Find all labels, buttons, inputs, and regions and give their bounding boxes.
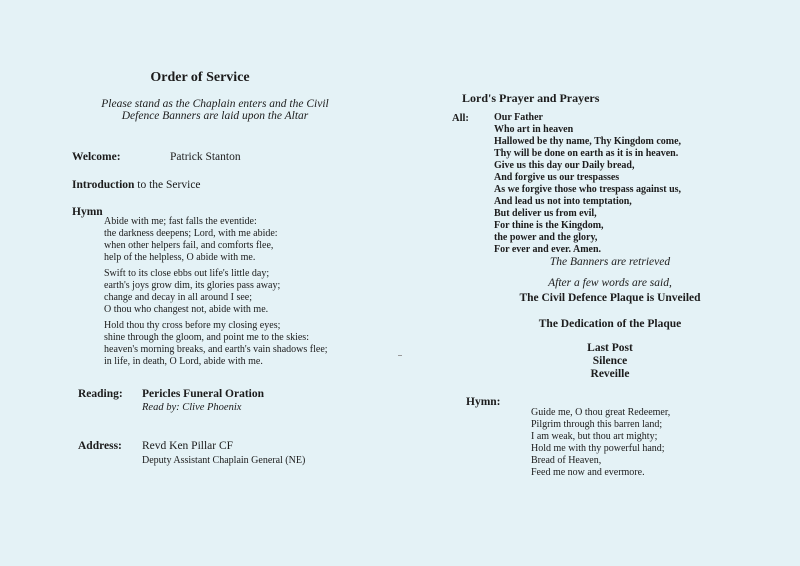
intro-line-2: Defence Banners are laid upon the Altar bbox=[121, 110, 309, 122]
prayer-line: Give us this day our Daily bread, bbox=[494, 160, 635, 171]
introduction-rest: to the Service bbox=[134, 179, 201, 191]
hymn-verse-1 bbox=[104, 216, 374, 264]
order-of-service-title: Order of Service bbox=[150, 70, 250, 85]
fold-mark bbox=[398, 355, 402, 356]
guide-me-hymn bbox=[531, 407, 771, 479]
prayer-line: And forgive us our trespasses bbox=[494, 172, 620, 183]
prayer-line: And lead us not into temptation, bbox=[494, 196, 632, 207]
intro-line-1: Please stand as the Chaplain enters and the Civil bbox=[101, 98, 329, 110]
hymn-verse-2 bbox=[104, 268, 374, 316]
verse-line: change and decay in all around I see; bbox=[104, 292, 252, 303]
verse-line: in life, in death, O Lord, abide with me. bbox=[104, 356, 263, 367]
prayer-line: For ever and ever. Amen. bbox=[494, 244, 602, 255]
address-name: Revd Ken Pillar CF bbox=[142, 440, 234, 452]
prayer-line: For thine is the Kingdom, bbox=[494, 220, 604, 231]
dedication: The Dedication of the Plaque bbox=[538, 318, 682, 330]
prayer-line: But deliver us from evil, bbox=[494, 208, 597, 219]
hymn-line: Guide me, O thou great Redeemer, bbox=[531, 407, 671, 418]
verse-line: heaven's morning breaks, and earth's vain shadows flee; bbox=[104, 344, 328, 355]
hymn-line: Feed me now and evermore. bbox=[531, 467, 645, 478]
prayer-line: Thy will be done on earth as it is in heaven. bbox=[494, 148, 679, 159]
lords-prayer-title: Lord's Prayer and Prayers bbox=[462, 91, 600, 105]
address-role: Deputy Assistant Chaplain General (NE) bbox=[142, 455, 306, 466]
intro-instruction bbox=[60, 98, 370, 122]
verse-line: earth's joys grow dim, its glories pass away; bbox=[104, 280, 281, 291]
hymn-line: Bread of Heaven, bbox=[531, 455, 602, 466]
hymn-label-left: Hymn bbox=[72, 206, 103, 218]
hymn-label-right: Hymn: bbox=[466, 396, 501, 408]
after-words: After a few words are said, bbox=[548, 277, 672, 289]
introduction-bold: Introduction bbox=[72, 179, 135, 191]
verse-line: Swift to its close ebbs out life's little day; bbox=[104, 268, 270, 279]
all-label: All: bbox=[452, 113, 469, 124]
lords-prayer-text bbox=[494, 112, 764, 256]
prayer-line: Hallowed be thy name, Thy Kingdom come, bbox=[494, 136, 682, 147]
reading-by: Read by: Clive Phoenix bbox=[142, 402, 242, 413]
verse-line: O thou who changest not, abide with me. bbox=[104, 304, 269, 315]
prayer-line: As we forgive those who trespass against us, bbox=[494, 184, 682, 195]
plaque-unveiled: The Civil Defence Plaque is Unveiled bbox=[519, 292, 701, 304]
prayer-line: Our Father bbox=[494, 112, 543, 123]
verse-line: help of the helpless, O abide with me. bbox=[104, 252, 256, 263]
address-label: Address: bbox=[78, 440, 122, 452]
welcome-label: Welcome: bbox=[72, 151, 121, 163]
hymn-line: I am weak, but thou art mighty; bbox=[531, 431, 658, 442]
verse-line: Abide with me; fast falls the eventide: bbox=[104, 216, 257, 227]
verse-line: the darkness deepens; Lord, with me abide: bbox=[104, 228, 278, 239]
hymn-line: Pilgrim through this barren land; bbox=[531, 419, 663, 430]
hymn-verse-3 bbox=[104, 320, 394, 368]
reading-label: Reading: bbox=[78, 388, 123, 400]
last-post: Last Post bbox=[587, 342, 633, 354]
reading-title: Pericles Funeral Oration bbox=[142, 388, 264, 400]
silence: Silence bbox=[592, 355, 628, 367]
verse-line: when other helpers fail, and comforts flee, bbox=[104, 240, 274, 251]
reveille: Reveille bbox=[590, 368, 630, 380]
welcome-value: Patrick Stanton bbox=[170, 151, 241, 163]
banners-retrieved: The Banners are retrieved bbox=[549, 256, 671, 268]
hymn-line: Hold me with thy powerful hand; bbox=[531, 443, 665, 454]
prayer-line: Who art in heaven bbox=[494, 124, 574, 135]
introduction-line bbox=[72, 179, 201, 191]
verse-line: Hold thou thy cross before my closing eyes; bbox=[104, 320, 281, 331]
prayer-line: the power and the glory, bbox=[494, 232, 598, 243]
verse-line: shine through the gloom, and point me to the skies: bbox=[104, 332, 309, 343]
